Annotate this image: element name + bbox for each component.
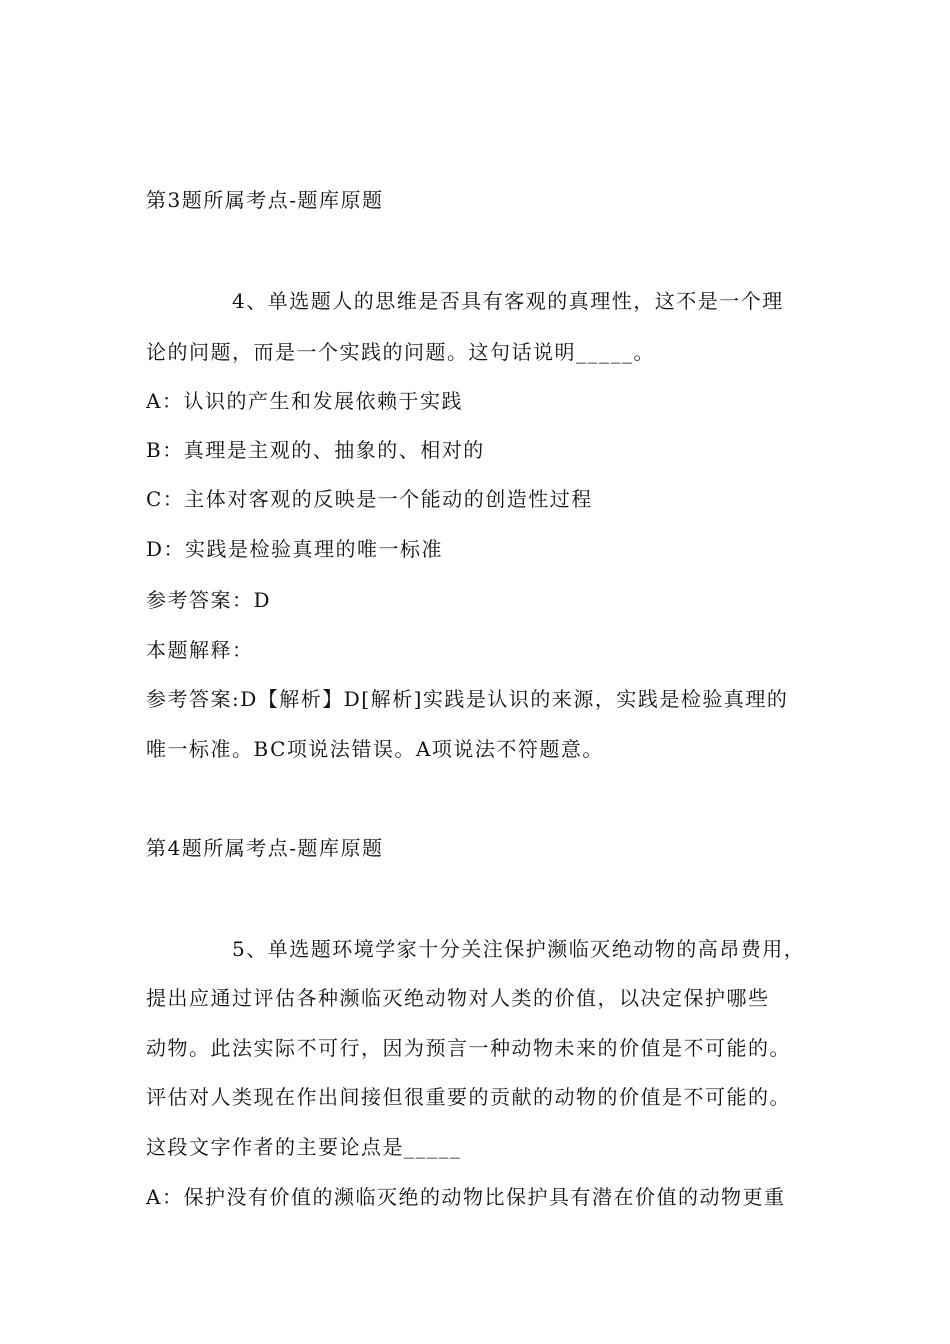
q4-option-c: C：主体对客观的反映是一个能动的创造性过程 — [146, 487, 593, 511]
q4-answer: 参考答案：D — [146, 588, 272, 612]
q4-explanation-line-2: 唯一标准。BC项说法错误。A项说法不符题意。 — [146, 737, 604, 761]
q5-stem-line-4: 评估对人类现在作出间接但很重要的贡献的动物的价值是不可能的。 — [146, 1085, 791, 1109]
q4-stem-line-2: 论的问题，而是一个实践的问题。这句话说明_____。 — [146, 340, 655, 364]
q4-explanation-line-1: 参考答案:D【解析】D[解析]实践是认识的来源，实践是检验真理的 — [146, 687, 789, 711]
q5-stem-line-5: 这段文字作者的主要论点是_____ — [146, 1135, 462, 1159]
q4-option-a: A：认识的产生和发展依赖于实践 — [146, 389, 463, 413]
q5-stem-line-2: 提出应通过评估各种濒临灭绝动物对人类的价值，以决定保护哪些 — [146, 986, 770, 1010]
q4-topic-footer: 第4题所属考点-题库原题 — [146, 836, 384, 860]
q4-explanation-label: 本题解释： — [146, 638, 254, 662]
q5-option-a: A：保护没有价值的濒临灭绝的动物比保护具有潜在价值的动物更重 — [146, 1185, 786, 1209]
q4-option-d: D：实践是检验真理的唯一标准 — [146, 537, 444, 561]
q3-topic-footer: 第3题所属考点-题库原题 — [146, 188, 384, 212]
q4-stem-line-1: 4、单选题人的思维是否具有客观的真理性，这不是一个理 — [232, 289, 784, 313]
q5-stem-line-3: 动物。此法实际不可行，因为预言一种动物未来的价值是不可能的。 — [146, 1036, 791, 1060]
q5-stem-line-1: 5、单选题环境学家十分关注保护濒临灭绝动物的高昂费用， — [232, 937, 806, 961]
q4-option-b: B：真理是主观的、抽象的、相对的 — [146, 438, 485, 462]
